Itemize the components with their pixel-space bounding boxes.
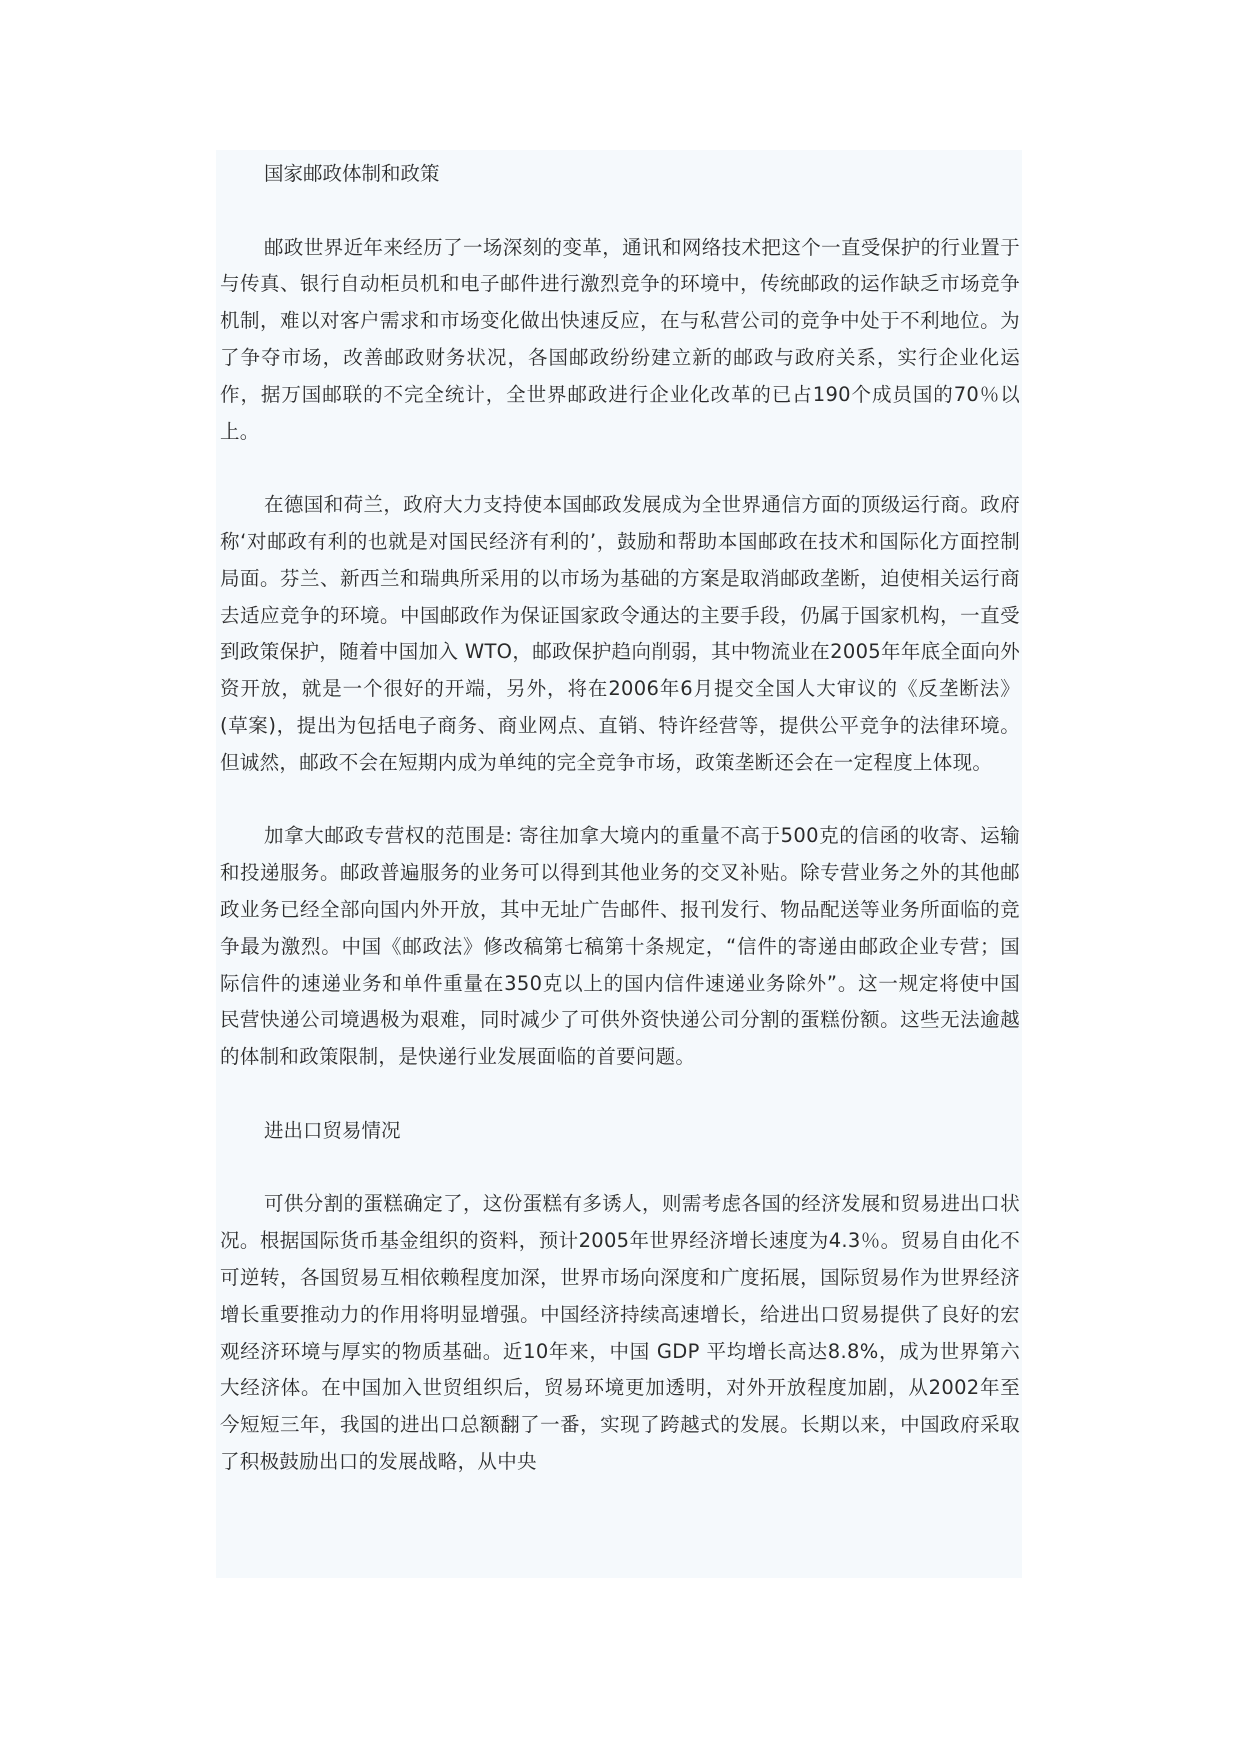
section-heading-postal-policy: 国家邮政体制和政策 <box>264 162 440 185</box>
paragraph-gap <box>220 782 1020 819</box>
paragraph-gap <box>220 450 1020 487</box>
paragraph-canada-post: 加拿大邮政专营权的范围是: 寄往加拿大境内的重量不高于500克的信函的收寄、运输和投递服务。邮政普遍服务的业务可以得到其他业务的交叉补贴。除专营业务之外的其他邮政业务已经全部向国内外开放，其中无址广告邮件、报刊发行、物品配送等业务所面临的竞争最为激烈。中国《邮政法》修改稿第七稿第十条规定，“信件的寄递由邮政企业专营；国际信件的速递业务和单件重量在350克以上的国内信件速递业务除外”。这一规定将使中国民营快递公司境遇极为艰难，同时减少了可供外资快递公司分割的蛋糕份额。这些无法逾越的体制和政策限制，是快递行业发展面临的首要问题。 <box>220 824 1020 1069</box>
paragraph-government-support: 在德国和荷兰，政府大力支持使本国邮政发展成为全世界通信方面的顶级运行商。政府称‘对邮政有利的也就是对国民经济有利的’，鼓励和帮助本国邮政在技术和国际化方面控制局面。芬兰、新西兰和瑞典所采用的以市场为基础的方案是取消邮政垄断，迫使相关运行商去适应竞争的环境。中国邮政作为保证国家政令通达的主要手段，仍属于国家机构，一直受到政策保护，随着中国加入 WTO，邮政保护趋向削弱，其中物流业在2005年年底全面向外资开放，就是一个很好的开端，另外，将在2006年6月提交全国人大审议的《反垄断法》(草案)，提出为包括电子商务、商业网点、直销、特许经营等，提供公平竞争的法律环境。但诚然，邮政不会在短期内成为单纯的完全竞争市场，政策垄断还会在一定程度上体现。 <box>220 493 1020 774</box>
document-content <box>220 156 1020 1481</box>
paragraph-trade-situation: 可供分割的蛋糕确定了，这份蛋糕有多诱人，则需考虑各国的经济发展和贸易进出口状况。根据国际货币基金组织的资料，预计2005年世界经济增长速度为4.3％。贸易自由化不可逆转，各国贸易互相依赖程度加深，世界市场向深度和广度拓展，国际贸易作为世界经济增长重要推动力的作用将明显增强。中国经济持续高速增长，给进出口贸易提供了良好的宏观经济环境与厚实的物质基础。近10年来，中国 GDP 平均增长高达8.8%，成为世界第六大经济体。在中国加入世贸组织后，贸易环境更加透明，对外开放程度加剧，从2002年至今短短三年，我国的进出口总额翻了一番，实现了跨越式的发展。长期以来，中国政府采取了积极鼓励出口的发展战略，从中央 <box>220 1192 1020 1473</box>
paragraph-gap <box>220 1076 1020 1113</box>
paragraph-gap <box>220 1150 1020 1187</box>
paragraph-gap <box>220 193 1020 230</box>
section-heading-trade: 进出口贸易情况 <box>264 1118 401 1142</box>
paragraph-postal-reform: 邮政世界近年来经历了一场深刻的变革，通讯和网络技术把这个一直受保护的行业置于与传真、银行自动柜员机和电子邮件进行激烈竞争的环境中，传统邮政的运作缺乏市场竞争机制，难以对客户需求和市场变化做出快速反应，在与私营公司的竞争中处于不利地位。为了争夺市场，改善邮政财务状况，各国邮政纷纷建立新的邮政与政府关系，实行企业化运作，据万国邮联的不完全统计，全世界邮政进行企业化改革的已占190个成员国的70％以上。 <box>220 235 1020 443</box>
